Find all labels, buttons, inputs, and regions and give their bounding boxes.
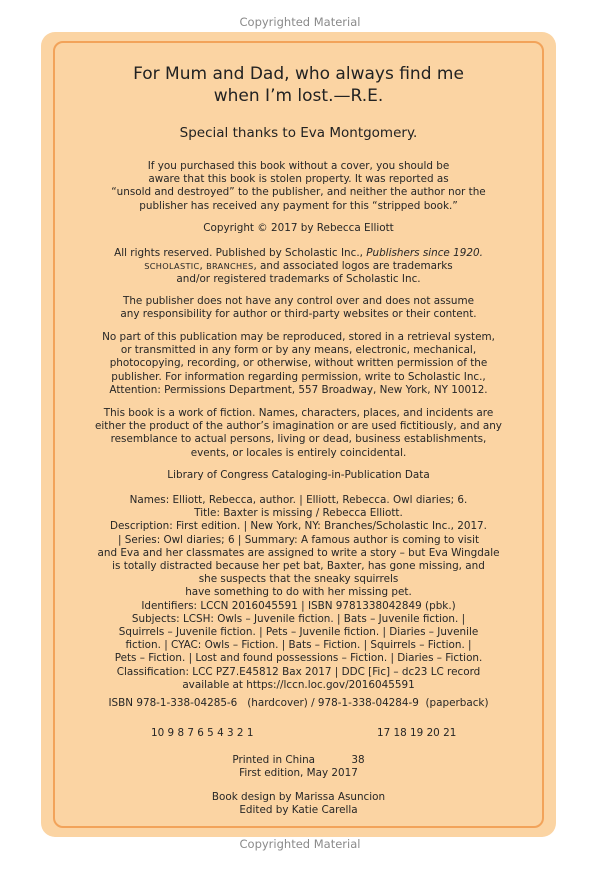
text-line: Identifiers: LCCN 2016045591 | ISBN 9781338042849 (pbk.) <box>141 599 456 612</box>
copyright-page <box>41 32 556 837</box>
text-line: either the product of the author’s imagination or are used fictitiously, and any <box>95 420 502 433</box>
branches-trademark: BRANCHES <box>206 261 254 272</box>
reproduction-notice <box>59 331 538 397</box>
edition-line: First edition, May 2017 <box>239 767 358 779</box>
dedication-line: For Mum and Dad, who always find me <box>133 64 464 84</box>
text-line: Pets – Fiction. | Lost and found possessions – Fiction. | Diaries – Fiction. <box>114 652 483 665</box>
text-line: resemblance to actual persons, living or dead, business establishments, <box>110 433 487 446</box>
text-line: photocopying, recording, or otherwise, without written permission of the <box>109 357 488 370</box>
text-line: fiction. | CYAC: Owls – Fiction. | Bats – Fiction. | Squirrels – Fiction. | <box>125 639 472 652</box>
text-line: “unsold and destroyed” to the publisher, and neither the author nor the <box>111 186 486 199</box>
text-line: Subjects: LCSH: Owls – Juvenile fiction. | Bats – Juvenile fiction. | <box>131 612 466 625</box>
text-line: | Series: Owl diaries; 6 | Summary: A famous author is coming to visit <box>117 533 480 546</box>
editor-credit: Edited by Katie Carella <box>239 804 358 817</box>
text-line: Attention: Permissions Department, 557 Broadway, New York, NY 10012. <box>109 383 488 396</box>
text-line: Title: Baxter is missing / Rebecca Elliott. <box>194 507 403 520</box>
text-line: or transmitted in any form or by any means, electronic, mechanical, <box>120 344 477 357</box>
copyright-watermark-top: Copyrighted Material <box>239 15 361 29</box>
design-credit: Book design by Marissa Asuncion <box>211 791 386 803</box>
loc-heading: Library of Congress Cataloging-in-Publication Data <box>167 469 430 481</box>
text-line: Classification: LCC PZ7.E45812 Bax 2017 | DDC [Fic] – dc23 LC record <box>116 665 481 678</box>
text-line: This book is a work of fiction. Names, characters, places, and incidents are <box>103 407 494 419</box>
text-line: Names: Elliott, Rebecca, author. | Elliott, Rebecca. Owl diaries; 6. <box>129 494 468 506</box>
special-thanks: Special thanks to Eva Montgomery. <box>179 125 418 141</box>
copyright-watermark-bottom: Copyrighted Material <box>239 837 361 851</box>
dedication <box>55 63 542 107</box>
text-line: Description: First edition. | New York, NY: Branches/Scholastic Inc., 2017. <box>110 520 487 533</box>
copyright-line: Copyright © 2017 by Rebecca Elliott <box>203 222 394 234</box>
rights-notice <box>59 247 538 287</box>
scholastic-trademark: SCHOLASTIC <box>144 261 200 272</box>
text-line: aware that this book is stolen property. It was reported as <box>148 173 449 186</box>
text-line: SCHOLASTIC, BRANCHES, and associated logos are trademarks <box>144 260 453 273</box>
text-line: All rights reserved. Published by Scholastic Inc., Publishers since 1920. <box>114 247 483 259</box>
text-line: No part of this publication may be reproduced, stored in a retrieval system, <box>102 331 495 343</box>
isbn-line: ISBN 978-1-338-04285-6 (hardcover) / 978-1-338-04284-9 (paperback) <box>108 697 489 709</box>
text-line: available at https://lccn.loc.gov/2016045591 <box>182 678 415 691</box>
text-line: and Eva and her classmates are assigned to write a story – but Eva Wingdale <box>97 546 500 559</box>
print-numbers <box>55 727 542 741</box>
text-line: and/or registered trademarks of Scholastic Inc. <box>176 273 421 286</box>
credits <box>59 791 538 817</box>
text-line: is totally distracted because her pet bat, Baxter, has gone missing, and <box>112 560 485 573</box>
control-notice <box>59 295 538 321</box>
print-numbers-left: 10 9 8 7 6 5 4 3 2 1 <box>151 727 254 739</box>
cover-notice <box>59 160 538 213</box>
cip-data <box>59 494 538 692</box>
text-line: any responsibility for author or third-party websites or their content. <box>120 308 477 321</box>
text-line: The publisher does not have any control over and does not assume <box>122 295 475 307</box>
text-line: Squirrels – Juvenile fiction. | Pets – Juvenile fiction. | Diaries – Juvenile <box>118 626 479 639</box>
text-line: publisher has received any payment for this “stripped book.” <box>139 199 458 212</box>
dedication-line: when I’m lost.—R.E. <box>213 86 384 106</box>
text-line: have something to do with her missing pet. <box>185 586 412 599</box>
text-line: If you purchased this book without a cover, you should be <box>147 160 450 172</box>
fiction-notice <box>59 407 538 460</box>
text-line: events, or locales is entirely coincidental. <box>190 446 407 459</box>
page-border <box>53 41 544 828</box>
text-line: she suspects that the sneaky squirrels <box>198 573 399 586</box>
printed-in: Printed in China 38 <box>232 754 365 766</box>
text-line: publisher. For information regarding permission, write to Scholastic Inc., <box>111 370 486 383</box>
print-numbers-right: 17 18 19 20 21 <box>377 727 457 739</box>
